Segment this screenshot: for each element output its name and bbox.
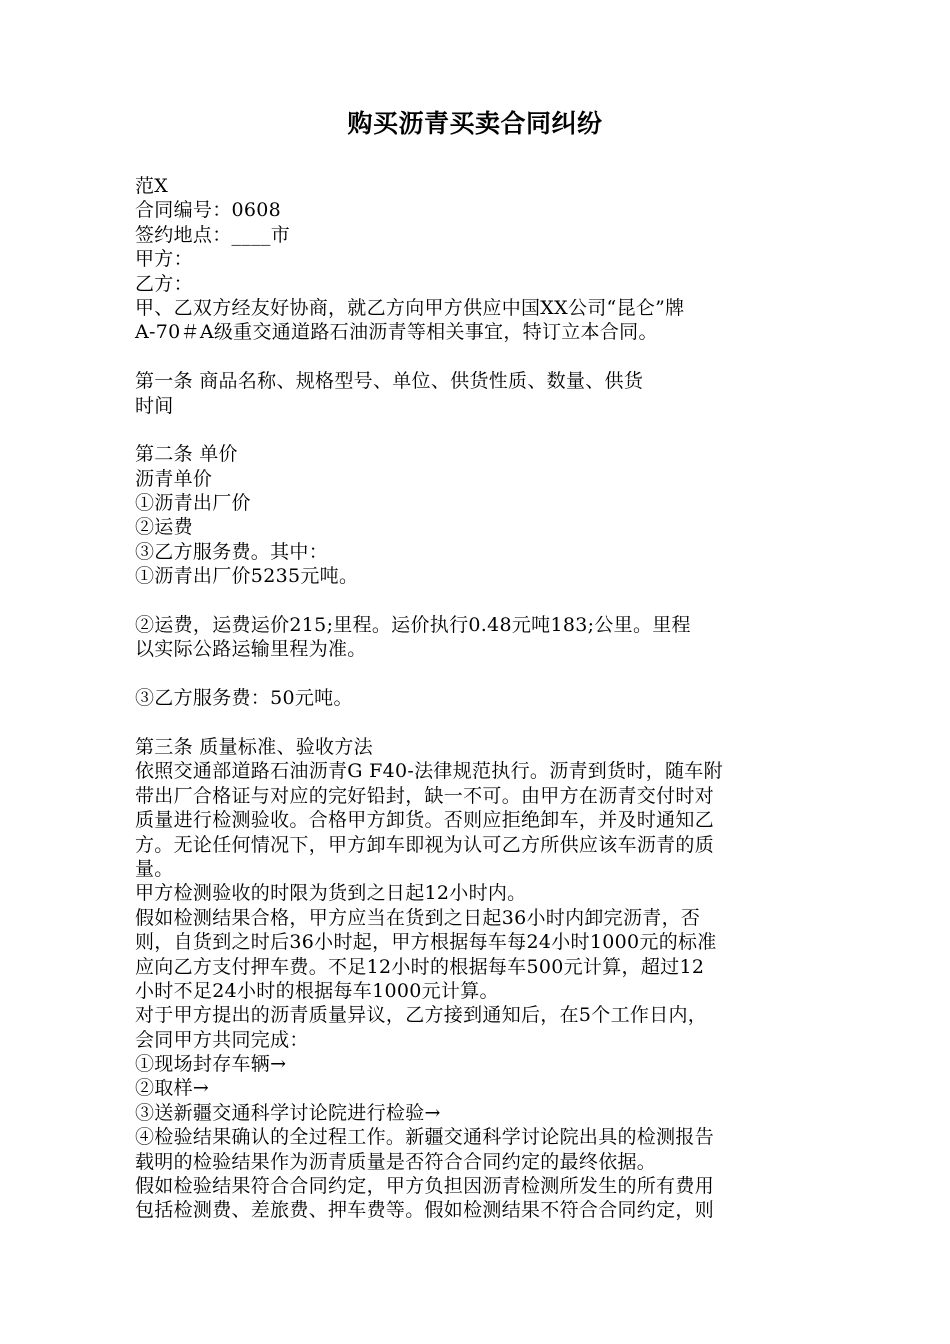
- blank-line: [135, 589, 835, 613]
- text-line: 小时不足24小时的根据每车1000元计算。: [135, 979, 499, 1002]
- text-line: 甲方检测验收的时限为货到之日起12小时内。: [135, 882, 527, 905]
- text-line: ②运费，运费运价215;里程。运价执行0.48元吨183;公里。里程: [135, 614, 691, 637]
- text-line: 乙方：: [135, 272, 193, 295]
- text-line: 第三条 质量标准、验收方法: [135, 735, 373, 758]
- text-line: 应向乙方支付押车费。不足12小时的根据每车500元计算，超过12: [135, 955, 705, 978]
- text-line: 方。无论任何情况下，甲方卸车即视为认可乙方所供应该车沥青的质: [135, 833, 715, 856]
- text-line: A-70＃A级重交通道路石油沥青等相关事宜，特订立本合同。: [135, 321, 658, 344]
- text-line: 带出厂合格证与对应的完好铅封，缺一不可。由甲方在沥青交付时对: [135, 784, 715, 807]
- text-line: 时间: [135, 394, 174, 417]
- blank-line: [135, 345, 835, 369]
- text-line: 第一条 商品名称、规格型号、单位、供货性质、数量、供货: [135, 370, 644, 393]
- text-line: 假如检验结果符合合同约定，甲方负担因沥青检测所发生的所有费用: [135, 1175, 715, 1198]
- text-line: ②取样→: [135, 1077, 210, 1100]
- text-line: 则，自货到之时后36小时起，甲方根据每车每24小时1000元的标准: [135, 931, 717, 954]
- text-line: 依照交通部道路石油沥青G F40-法律规范执行。沥青到货时，随车附: [135, 760, 723, 783]
- text-line: ①沥青出厂价: [135, 492, 251, 515]
- text-line: 签约地点：____市: [135, 223, 291, 246]
- text-line: 甲、乙双方经友好协商，就乙方向甲方供应中国XX公司“昆仑”牌: [135, 296, 685, 319]
- text-line: ②运费: [135, 516, 193, 539]
- text-line: 甲方：: [135, 248, 193, 271]
- text-line: 量。: [135, 857, 174, 880]
- blank-line: [135, 711, 835, 735]
- text-line: ③乙方服务费。其中：: [135, 540, 329, 563]
- blank-line: [135, 418, 835, 442]
- text-line: 质量进行检测验收。合格甲方卸货。否则应拒绝卸车，并及时通知乙: [135, 809, 715, 832]
- blank-line: [135, 662, 835, 686]
- text-line: 第二条 单价: [135, 443, 238, 466]
- text-line: ④检验结果确认的全过程工作。新疆交通科学讨论院出具的检测报告: [135, 1126, 715, 1149]
- text-line: 以实际公路运输里程为准。: [135, 638, 367, 661]
- text-line: ①现场封存车辆→: [135, 1053, 287, 1076]
- text-line: 载明的检验结果作为沥青质量是否符合合同约定的最终依据。: [135, 1150, 657, 1173]
- text-line: 包括检测费、差旅费、押车费等。假如检测结果不符合合同约定，则: [135, 1199, 715, 1222]
- text-line: 会同甲方共同完成：: [135, 1028, 309, 1051]
- text-line: 假如检测结果合格，甲方应当在货到之日起36小时内卸完沥青，否: [135, 906, 701, 929]
- text-line: ①沥青出厂价5235元吨。: [135, 565, 359, 588]
- text-line: ③送新疆交通科学讨论院进行检验→: [135, 1101, 441, 1124]
- text-line: 沥青单价: [135, 467, 213, 490]
- contract-body: [135, 174, 835, 1223]
- text-line: 合同编号：0608: [135, 199, 282, 222]
- text-line: 对于甲方提出的沥青质量异议，乙方接到通知后，在5个工作日内，: [135, 1004, 708, 1027]
- text-line: 范X: [135, 175, 169, 197]
- document-title: 购买沥青买卖合同纠纷: [347, 109, 603, 138]
- text-line: ③乙方服务费：50元吨。: [135, 687, 353, 710]
